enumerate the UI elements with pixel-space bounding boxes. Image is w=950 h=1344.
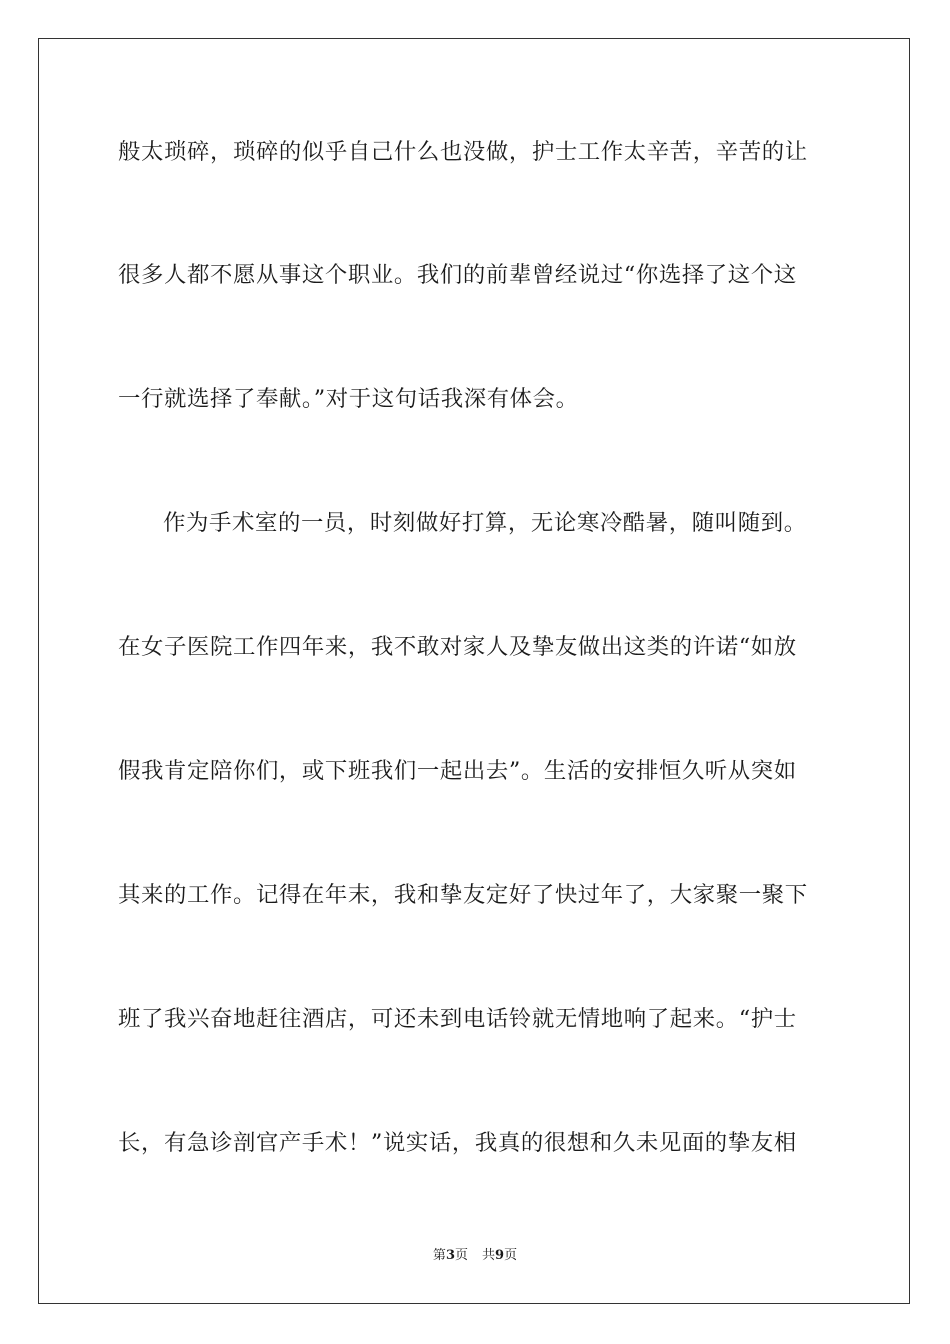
page-current-number: 3 [445,1248,455,1263]
page-border [38,38,910,1304]
paragraph-line-3: 一行就选择了奉献。”对于这句话我深有体会。 [118,386,579,412]
paragraph-line-4: 作为手术室的一员，时刻做好打算，无论寒冷酷暑，随叫随到。 [163,510,807,536]
total-prefix: 共 [482,1248,496,1263]
paragraph-line-8: 班了我兴奋地赶往酒店，可还未到电话铃就无情地响了起来。“护士 [118,1006,797,1032]
page-prefix: 第 [432,1248,446,1263]
page-suffix: 页 [454,1248,468,1263]
paragraph-line-7: 其来的工作。记得在年末，我和挚友定好了快过年了，大家聚一聚下 [118,882,808,908]
paragraph-line-5: 在女子医院工作四年来，我不敢对家人及挚友做出这类的许诺“如放 [118,634,797,660]
page-total-number: 9 [495,1248,505,1263]
paragraph-line-6: 假我肯定陪你们，或下班我们一起出去”。生活的安排恒久听从突如 [118,758,797,784]
paragraph-line-9: 长，有急诊剖官产手术！”说实话，我真的很想和久未见面的挚友相 [118,1130,797,1156]
paragraph-line-2: 很多人都不愿从事这个职业。我们的前辈曾经说过“你选择了这个这 [118,262,797,288]
paragraph-line-1: 般太琐碎，琐碎的似乎自己什么也没做，护士工作太辛苦，辛苦的让 [118,139,808,165]
total-suffix: 页 [504,1248,518,1263]
page-footer [0,1247,950,1265]
